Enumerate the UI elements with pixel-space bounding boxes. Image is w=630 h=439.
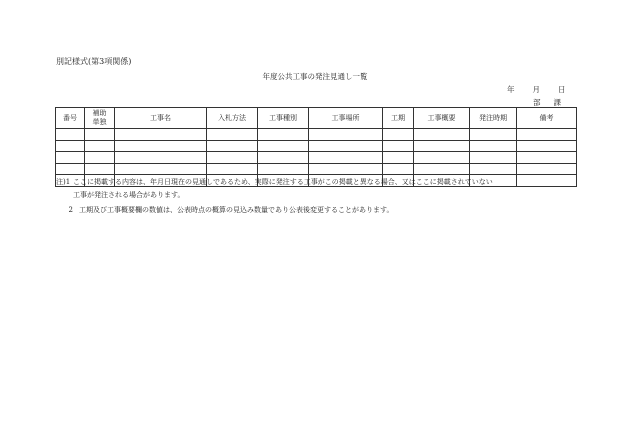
table-cell (517, 129, 577, 141)
header-work-location: 工事場所 (309, 108, 383, 129)
table-cell (470, 152, 517, 164)
table-cell (517, 152, 577, 164)
table-cell (383, 152, 414, 164)
table-cell (85, 140, 115, 152)
note-2 (56, 204, 493, 217)
table-cell (258, 129, 309, 141)
table-row (56, 129, 577, 141)
table-cell (115, 140, 207, 152)
table-cell (414, 152, 470, 164)
table-cell (207, 129, 258, 141)
table-cell (517, 140, 577, 152)
table-cell (414, 129, 470, 141)
table-cell (56, 140, 85, 152)
table-cell (470, 140, 517, 152)
table-header-row (56, 108, 577, 129)
table-cell (115, 129, 207, 141)
table-cell (85, 152, 115, 164)
table-cell (517, 163, 577, 175)
table-cell (517, 175, 577, 187)
table-cell (115, 152, 207, 164)
header-remarks: 備考 (517, 108, 577, 129)
header-work-summary: 工事概要 (414, 108, 470, 129)
works-table (55, 107, 577, 187)
note-2-prefix: 2 (68, 206, 73, 214)
table-cell (56, 129, 85, 141)
table-cell (309, 140, 383, 152)
table-row (56, 152, 577, 164)
table-cell (470, 129, 517, 141)
table-cell (207, 163, 258, 175)
table-cell (383, 140, 414, 152)
date-line (507, 84, 566, 95)
table-cell (258, 140, 309, 152)
header-subsidy: 補助 単独 (85, 108, 115, 129)
header-bid-method: 入札方法 (207, 108, 258, 129)
table-cell (383, 129, 414, 141)
table-cell (85, 163, 115, 175)
table-cell (470, 163, 517, 175)
section-label: 課 (553, 98, 561, 107)
year-label: 年 (507, 85, 515, 94)
note-2-text: 工期及び工事概要欄の数値は、公表時点の概算の見込み数量であり公表後変更することがあります。 (79, 206, 394, 214)
table-cell (56, 163, 85, 175)
table-cell (258, 152, 309, 164)
table-row (56, 140, 577, 152)
header-work-name: 工事名 (115, 108, 207, 129)
table-cell (414, 140, 470, 152)
day-label: 日 (558, 85, 566, 94)
table-cell (207, 140, 258, 152)
header-order-timing: 発注時期 (470, 108, 517, 129)
note-1-prefix: 注)1 (56, 178, 71, 186)
table-cell (207, 152, 258, 164)
header-work-type: 工事種別 (258, 108, 309, 129)
table-cell (309, 129, 383, 141)
header-period: 工期 (383, 108, 414, 129)
notes (56, 176, 493, 217)
month-label: 月 (532, 85, 540, 94)
table-cell (309, 152, 383, 164)
header-number: 番号 (56, 108, 85, 129)
note-1 (56, 176, 493, 189)
table-cell (383, 163, 414, 175)
note-1-text: ここに掲載する内容は、年月日現在の見通しであるため、実際に発注する工事がこの掲載と異なる場合、又はここに掲載されていない (73, 178, 493, 186)
table-cell (85, 129, 115, 141)
table-cell (414, 163, 470, 175)
form-reference: 別記様式(第3項関係) (56, 57, 132, 66)
table-cell (258, 163, 309, 175)
table-cell (56, 152, 85, 164)
table-row (56, 163, 577, 175)
document-title: 年度公共工事の発注見通し一覧 (262, 72, 368, 81)
table-cell (309, 163, 383, 175)
note-1-continued: 工事が発注される場合があります。 (73, 190, 185, 199)
department-label: 部 (533, 98, 541, 107)
table-cell (115, 163, 207, 175)
